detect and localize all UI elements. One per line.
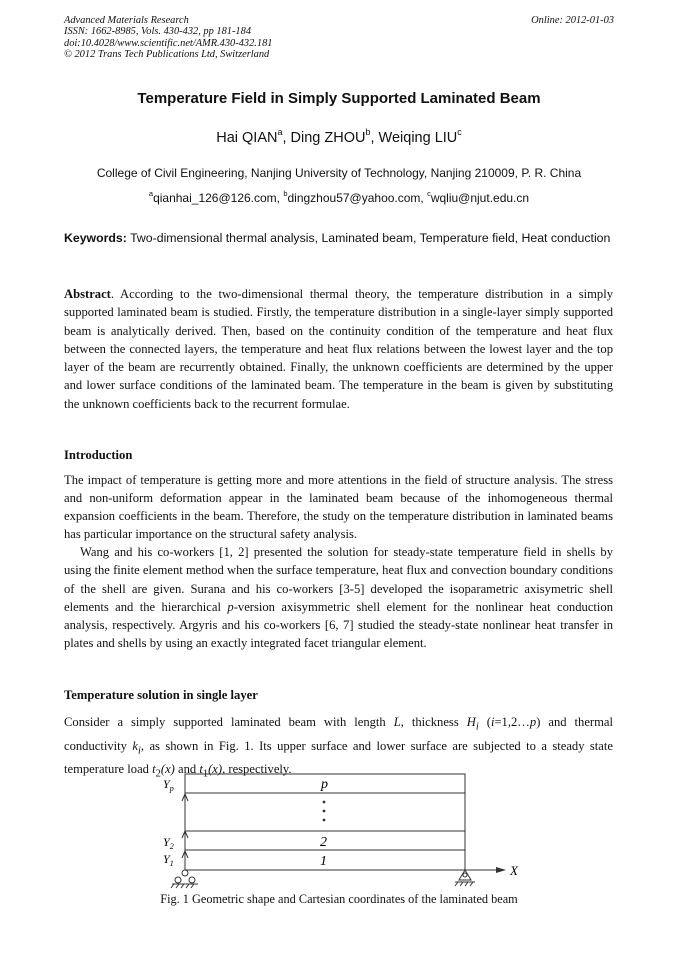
introduction-paragraph: The impact of temperature is getting more and more attentions in the field of structure analysis. The stress and non-uniform deformation appear in the laminated beam because of the inhomogeneous thermal expansion coefficients in the beam. Therefore, the study on the temperature distribution in laminated beams has particular importance on the structural safety analysis. xyxy=(64,473,613,542)
doi-line: doi:10.4028/www.scientific.net/AMR.430-432.181 xyxy=(64,37,273,49)
paragraph-text: , thickness xyxy=(400,715,467,729)
author-mark: a xyxy=(277,126,283,137)
subscript: 1 xyxy=(202,768,209,780)
figure-caption: Fig. 1 Geometric shape and Cartesian coordinates of the laminated beam xyxy=(160,892,518,906)
introduction-heading: Introduction xyxy=(64,448,133,462)
affiliation: College of Civil Engineering, Nanjing University of Technology, Nanjing 210009, P. R. China xyxy=(96,166,582,180)
paragraph-text: ( xyxy=(478,715,491,729)
author-mark: b xyxy=(365,126,371,137)
layer-label-p: p xyxy=(321,777,328,792)
issn-line: ISSN: 1662-8985, Vols. 430-432, pp 181-184 xyxy=(64,26,252,38)
subscript: 2 xyxy=(155,768,161,780)
roller-support-icon xyxy=(455,870,475,886)
y-label: $Y_p$ xyxy=(163,777,174,793)
subscript: i xyxy=(475,721,479,733)
author-name: Ding ZHOU xyxy=(290,130,366,146)
paragraph-text: Consider a simply supported laminated beam with length xyxy=(64,715,394,729)
y-label: $Y_1$ xyxy=(163,852,174,868)
ellipsis-dot xyxy=(323,801,326,804)
keywords-block xyxy=(64,229,613,248)
figure-1 xyxy=(150,768,540,896)
abstract-label: Abstract xyxy=(64,287,111,301)
author-mark: c xyxy=(457,126,462,137)
introduction-paragraph xyxy=(64,543,613,652)
paragraph-text: , respectively. xyxy=(222,762,292,777)
paragraph-text: p xyxy=(227,599,234,614)
y-label: $Y_2$ xyxy=(163,835,174,851)
variable-arg: (x) xyxy=(160,762,175,777)
subscript: i xyxy=(137,745,141,757)
paragraph-text: , as shown in Fig. 1. Its upper surface and lower surface are subjected to a steady state temperature load xyxy=(64,738,613,777)
variable-k: k xyxy=(132,738,138,753)
layer-label-2: 2 xyxy=(320,835,327,850)
paragraph-text: =1,2… xyxy=(494,715,530,729)
email-mark: a xyxy=(148,188,154,198)
variable-i: i xyxy=(490,715,495,729)
variable-t: t xyxy=(152,762,156,777)
author-list: Hai QIAN$^a$, Ding ZHOU$^b$, Weiqing LIU$^c$ xyxy=(216,126,462,146)
layer-label-1: 1 xyxy=(320,854,327,869)
journal-name: Advanced Materials Research xyxy=(64,15,189,26)
keywords-text: Two-dimensional thermal analysis, Laminated beam, Temperature field, Heat conduction xyxy=(130,231,611,245)
copyright-line: © 2012 Trans Tech Publications Ltd, Switzerland xyxy=(64,49,270,61)
introduction-body xyxy=(64,471,613,652)
paragraph-text: -version axisymmetric shell element for the nonlinear heat conduction analysis, respectively. Argyris and his co-workers [6, 7] studied the steady-state nonlinear heat transfer in plates and shells by using an exactly integrated facet triangular element. xyxy=(64,599,613,650)
author-name: Weiqing LIU xyxy=(378,130,458,146)
variable-t: t xyxy=(199,762,203,777)
x-arrow-icon xyxy=(496,867,506,873)
section-heading: Temperature solution in single layer xyxy=(64,688,258,702)
ellipsis-dot xyxy=(323,810,326,813)
email-mark: b xyxy=(283,188,288,198)
online-date: Online: 2012-01-03 xyxy=(531,15,614,26)
ellipsis-dot xyxy=(323,819,326,822)
email-address: dingzhou57@yahoo.com xyxy=(287,191,421,205)
variable-H: H xyxy=(466,715,476,729)
x-axis-label: X xyxy=(510,863,518,878)
author-name: Hai QIAN xyxy=(216,130,278,146)
keywords-label: Keywords: xyxy=(64,231,127,245)
abstract-text: . According to the two-dimensional thermal theory, the temperature distribution in a simply supported laminated beam is studied. Firstly, the temperature distribution in a single-layer simply supported beam is analytically derived. Then, based on the continuity condition of the temperature and heat flux between the connected layers, the temperature and heat flux relations between the lowest layer and the top layer of the beam are recurrently obtained. Finally, the unknown coefficients are determined by the upper and lower surface conditions of the laminated beam. The temperature in the beam is given by substituting the unknown coefficients back to the recurrent formulae. xyxy=(64,287,613,411)
paragraph-text: ) and thermal conductivity xyxy=(64,715,613,753)
variable-L: L xyxy=(393,715,401,729)
paragraph-text: and xyxy=(174,762,200,777)
email-address: qianhai_126@126.com xyxy=(153,191,277,205)
email-list: $^a$qianhai_126@126.com, $^b$dingzhou57@yahoo.com, $^c$wqliu@njut.edu.cn xyxy=(148,188,530,205)
variable-p: p xyxy=(529,715,537,729)
journal-header xyxy=(64,15,272,61)
pin-support-icon xyxy=(171,870,198,888)
paper-title: Temperature Field in Simply Supported Laminated Beam xyxy=(137,90,541,107)
email-address: wqliu@njut.edu.cn xyxy=(430,191,530,205)
variable-arg: (x) xyxy=(208,762,223,777)
paragraph-text: Wang and his co-workers [1, 2] presented the solution for steady-state temperature field in shells by using the finite element method when the surface temperature, heat flux and convection boundary conditions of the shell are given. Surana and his co-workers [3-5] developed the isoparametric axisymetric shell elements and the hierarchical xyxy=(64,545,613,614)
email-mark: c xyxy=(427,188,431,198)
abstract-block xyxy=(64,285,613,413)
laminated-beam-diagram xyxy=(150,768,540,896)
